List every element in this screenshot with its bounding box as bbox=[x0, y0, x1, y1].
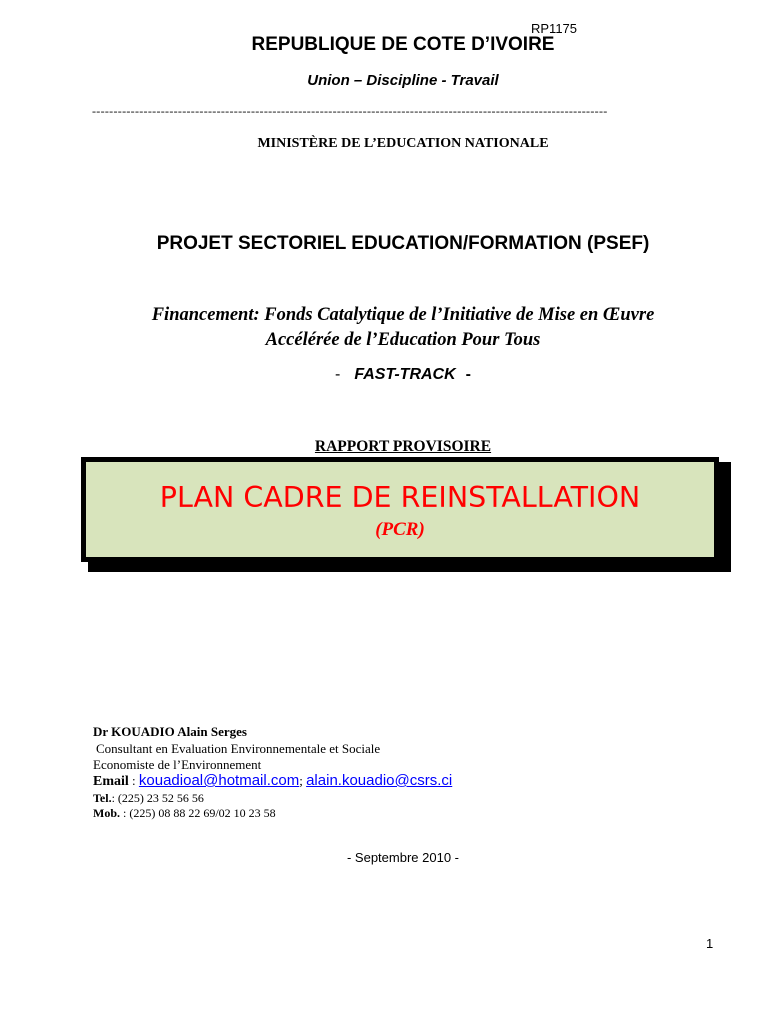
page-number: 1 bbox=[706, 936, 714, 951]
republic-heading: REPUBLIQUE DE COTE D’IVOIRE bbox=[251, 34, 555, 55]
tel-number: : (225) 23 52 56 56 bbox=[111, 791, 204, 805]
mob-number: : (225) 08 88 22 69/02 10 23 58 bbox=[120, 806, 276, 820]
report-abbreviation: (PCR) bbox=[375, 519, 425, 540]
report-date: - Septembre 2010 - bbox=[346, 850, 459, 865]
document-code: RP1175 bbox=[531, 21, 578, 36]
email-label: Email bbox=[93, 774, 129, 789]
email-separator: : bbox=[128, 773, 139, 788]
author-email-line bbox=[93, 772, 452, 790]
financing-line-2: Accélérée de l’Education Pour Tous bbox=[265, 330, 541, 350]
email-link-2[interactable]: alain.kouadio@csrs.ci bbox=[306, 772, 453, 789]
author-role-2: Economiste de l’Environnement bbox=[93, 757, 262, 772]
author-role-1: Consultant en Evaluation Environnementale et Sociale bbox=[96, 741, 381, 756]
tel-label: Tel. bbox=[93, 791, 112, 805]
email-join: ; bbox=[299, 773, 307, 788]
email-link-1[interactable]: kouadioal@hotmail.com bbox=[138, 772, 300, 789]
project-title: PROJET SECTORIEL EDUCATION/FORMATION (PSEF) bbox=[156, 233, 650, 254]
ministry-heading: MINISTÈRE DE L’EDUCATION NATIONALE bbox=[257, 136, 549, 151]
report-title: PLAN CADRE DE REINSTALLATION bbox=[159, 481, 641, 514]
fast-track-line bbox=[0, 366, 770, 384]
author-name: Dr KOUADIO Alain Serges bbox=[93, 724, 247, 739]
title-box bbox=[81, 457, 719, 562]
mob-label: Mob. bbox=[93, 806, 120, 820]
financing-line-1: Financement: Fonds Catalytique de l’Initiative de Mise en Œuvre bbox=[151, 305, 655, 325]
title-box-inner bbox=[86, 462, 714, 557]
dashed-separator: ------------------------------------------------------------------------------------------------------------------------ bbox=[92, 104, 608, 118]
author-tel-line bbox=[93, 791, 204, 806]
fast-track-label: FAST-TRACK bbox=[354, 366, 456, 383]
author-mob-line bbox=[93, 806, 276, 821]
national-motto: Union – Discipline - Travail bbox=[307, 72, 499, 89]
fast-track-suffix: - bbox=[465, 366, 471, 383]
report-status: RAPPORT PROVISOIRE bbox=[314, 438, 492, 455]
fast-track-prefix: - bbox=[335, 366, 341, 383]
